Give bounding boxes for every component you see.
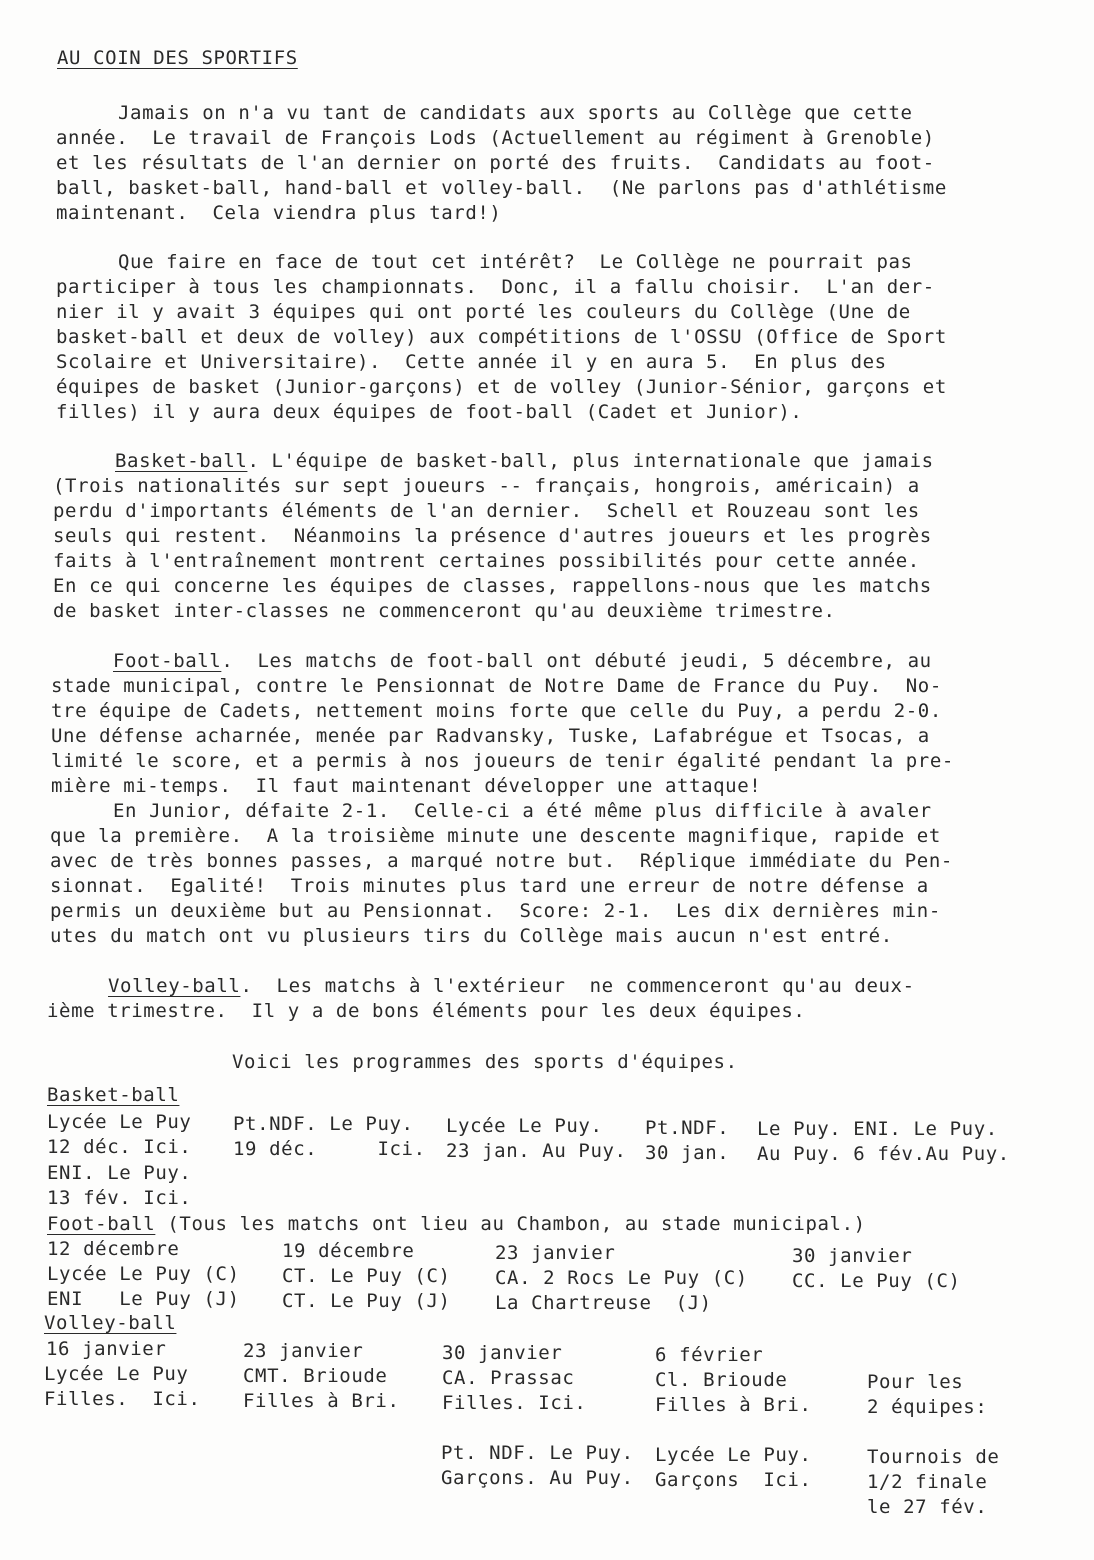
sched-cell: Garçons. Au Puy. bbox=[441, 1467, 634, 1489]
para2-line: équipes de basket (Junior-garçons) et de volley (Junior-Sénior, garçons et bbox=[56, 376, 947, 398]
basket-line: faits à l'entraînement montrent certaines possibilités pour cette année. bbox=[53, 550, 920, 572]
sched-cell: 12 déc. Ici. bbox=[47, 1136, 192, 1158]
football-line: limité le score, et a permis à nos joueurs de tenir égalité pendant la pre- bbox=[51, 750, 954, 772]
sched-cell: 16 janvier bbox=[46, 1338, 167, 1360]
sched-cell: CT. Le Puy (J) bbox=[282, 1290, 451, 1312]
sched-cell: 19 décembre bbox=[282, 1240, 415, 1262]
sched-cell: Filles. Ici. bbox=[442, 1392, 587, 1414]
para2-line: Que faire en face de tout cet intérêt? Le Collège ne pourrait pas bbox=[118, 251, 913, 273]
basket-line: En ce qui concerne les équipes de classes, rappellons-nous que les matchs bbox=[53, 575, 932, 597]
sched-cell: 23 janvier bbox=[243, 1340, 364, 1362]
football-line: avec de très bonnes passes, a marqué notre but. Réplique immédiate du Pen- bbox=[50, 850, 953, 872]
sched-cell: 30 jan. bbox=[645, 1142, 730, 1164]
football-heading: Foot-ball bbox=[113, 650, 222, 672]
para2-line: participer à tous les championnats. Donc, il a fallu choisir. L'an der- bbox=[56, 276, 935, 298]
sched-cell: Tournois de bbox=[867, 1446, 1000, 1468]
football-line: que la première. A la troisième minute une descente magnifique, rapide et bbox=[50, 825, 941, 847]
sched-cell: Pour les bbox=[867, 1371, 964, 1393]
sched-foot-heading: Foot-ball bbox=[47, 1213, 156, 1235]
intro-line: année. Le travail de François Lods (Actuellement au régiment à Grenoble) bbox=[56, 127, 935, 149]
basket-line: seuls qui restent. Néanmoins la présence d'autres joueurs et les progrès bbox=[53, 525, 932, 547]
sched-cell: 30 janvier bbox=[442, 1342, 563, 1364]
para2-line: basket-ball et deux de volley) aux compétitions de l'OSSU (Office de Sport bbox=[56, 326, 947, 348]
football-line: mière mi-temps. Il faut maintenant développer une attaque! bbox=[51, 775, 762, 797]
sched-cell: CT. Le Puy (C) bbox=[282, 1265, 451, 1287]
basket-line: de basket inter-classes ne commenceront qu'au deuxième trimestre. bbox=[53, 600, 836, 622]
sched-cell: le 27 fév. bbox=[867, 1496, 988, 1518]
sched-volley-heading: Volley-ball bbox=[44, 1312, 177, 1334]
sched-cell: CMT. Brioude bbox=[243, 1365, 388, 1387]
sched-cell: 30 janvier bbox=[792, 1245, 913, 1267]
sched-cell: 12 décembre bbox=[47, 1238, 180, 1260]
football-line: Une défense acharnée, menée par Radvansky, Tuske, Lafabrégue et Tsocas, a bbox=[51, 725, 930, 747]
sched-cell: Au Puy. 6 fév.Au Puy. bbox=[757, 1143, 1010, 1165]
sched-cell: Pt.NDF. bbox=[645, 1117, 730, 1139]
sched-cell: CC. Le Puy (C) bbox=[792, 1270, 961, 1292]
sched-cell: 1/2 finale bbox=[867, 1471, 988, 1493]
football-line: En Junior, défaite 2-1. Celle-ci a été même plus difficile à avaler bbox=[113, 800, 932, 822]
para2-line: filles) il y aura deux équipes de foot-ball (Cadet et Junior). bbox=[56, 401, 803, 423]
intro-line: ball, basket-ball, hand-ball et volley-ball. (Ne parlons pas d'athlétisme bbox=[56, 177, 947, 199]
sched-foot-heading-line bbox=[47, 1212, 866, 1236]
sched-cell: ENI Le Puy (J) bbox=[47, 1288, 240, 1310]
intro-line: maintenant. Cela viendra plus tard!) bbox=[56, 202, 502, 224]
sched-cell: Le Puy. ENI. Le Puy. bbox=[757, 1118, 998, 1140]
basket-first-line bbox=[115, 449, 934, 473]
sched-cell: CA. Prassac bbox=[442, 1367, 575, 1389]
volley-first-rest: . Les matchs à l'extérieur ne commenceront qu'au deux- bbox=[240, 975, 915, 997]
volley-first-line bbox=[108, 974, 915, 998]
sched-cell: 6 février bbox=[655, 1344, 764, 1366]
sched-cell: Filles à Bri. bbox=[243, 1390, 400, 1412]
sched-cell: Lycée Le Puy. bbox=[446, 1115, 603, 1137]
volley-line: ième trimestre. Il y a de bons éléments pour les deux équipes. bbox=[47, 1000, 806, 1022]
sched-cell: 13 fév. Ici. bbox=[47, 1187, 192, 1209]
article-title: AU COIN DES SPORTIFS bbox=[57, 47, 298, 69]
sched-cell: ENI. Le Puy. bbox=[47, 1162, 192, 1184]
football-line: utes du match ont vu plusieurs tirs du Collège mais aucun n'est entré. bbox=[50, 925, 893, 947]
sched-cell: Filles à Bri. bbox=[655, 1394, 812, 1416]
sched-cell: 23 jan. Au Puy. bbox=[446, 1140, 627, 1162]
football-line: permis un deuxième but au Pensionnat. Score: 2-1. Les dix dernières min- bbox=[50, 900, 941, 922]
para2-line: Scolaire et Universitaire). Cette année il y en aura 5. En plus des bbox=[56, 351, 887, 373]
sched-cell: Lycée Le Puy. bbox=[655, 1444, 812, 1466]
football-line: tre équipe de Cadets, nettement moins forte que celle du Puy, a perdu 2-0. bbox=[51, 700, 942, 722]
sched-cell: Filles. Ici. bbox=[44, 1388, 201, 1410]
sched-cell: Lycée Le Puy (C) bbox=[47, 1263, 240, 1285]
basket-line: perdu d'importants éléments de l'an dernier. Schell et Rouzeau sont les bbox=[53, 500, 920, 522]
sched-cell: La Chartreuse (J) bbox=[495, 1292, 712, 1314]
football-line: sionnat. Egalité! Trois minutes plus tard une erreur de notre défense a bbox=[50, 875, 929, 897]
sched-cell: Lycée Le Puy bbox=[44, 1363, 189, 1385]
basket-first-rest: . L'équipe de basket-ball, plus internationale que jamais bbox=[247, 450, 934, 472]
sched-cell: 2 équipes: bbox=[867, 1396, 988, 1418]
basket-line: (Trois nationalités sur sept joueurs -- français, hongrois, américain) a bbox=[53, 475, 920, 497]
sched-cell: 23 janvier bbox=[495, 1242, 616, 1264]
sched-cell: Pt.NDF. Le Puy. bbox=[233, 1113, 414, 1135]
football-line: stade municipal, contre le Pensionnat de Notre Dame de France du Puy. No- bbox=[51, 675, 942, 697]
sched-cell: Garçons Ici. bbox=[655, 1469, 812, 1491]
basket-heading: Basket-ball bbox=[115, 450, 248, 472]
intro-line: et les résultats de l'an dernier on porté des fruits. Candidats au foot- bbox=[56, 152, 935, 174]
sched-cell: Cl. Brioude bbox=[655, 1369, 788, 1391]
sched-cell: 19 déc. Ici. bbox=[233, 1138, 426, 1160]
sched-foot-note: (Tous les matchs ont lieu au Chambon, au stade municipal.) bbox=[155, 1213, 866, 1235]
sched-cell: Pt. NDF. Le Puy. bbox=[441, 1442, 634, 1464]
sched-basket-heading: Basket-ball bbox=[47, 1084, 180, 1106]
intro-line: Jamais on n'a vu tant de candidats aux sports au Collège que cette bbox=[118, 102, 913, 124]
sched-cell: CA. 2 Rocs Le Puy (C) bbox=[495, 1267, 748, 1289]
sched-cell: Lycée Le Puy bbox=[47, 1111, 192, 1133]
para2-line: nier il y avait 3 équipes qui ont porté les couleurs du Collège (Une de bbox=[56, 301, 911, 323]
football-first-line bbox=[113, 649, 932, 673]
football-first-rest: . Les matchs de foot-ball ont débuté jeudi, 5 décembre, au bbox=[221, 650, 932, 672]
programmes-intro: Voici les programmes des sports d'équipes. bbox=[232, 1051, 738, 1073]
volley-heading: Volley-ball bbox=[108, 975, 241, 997]
